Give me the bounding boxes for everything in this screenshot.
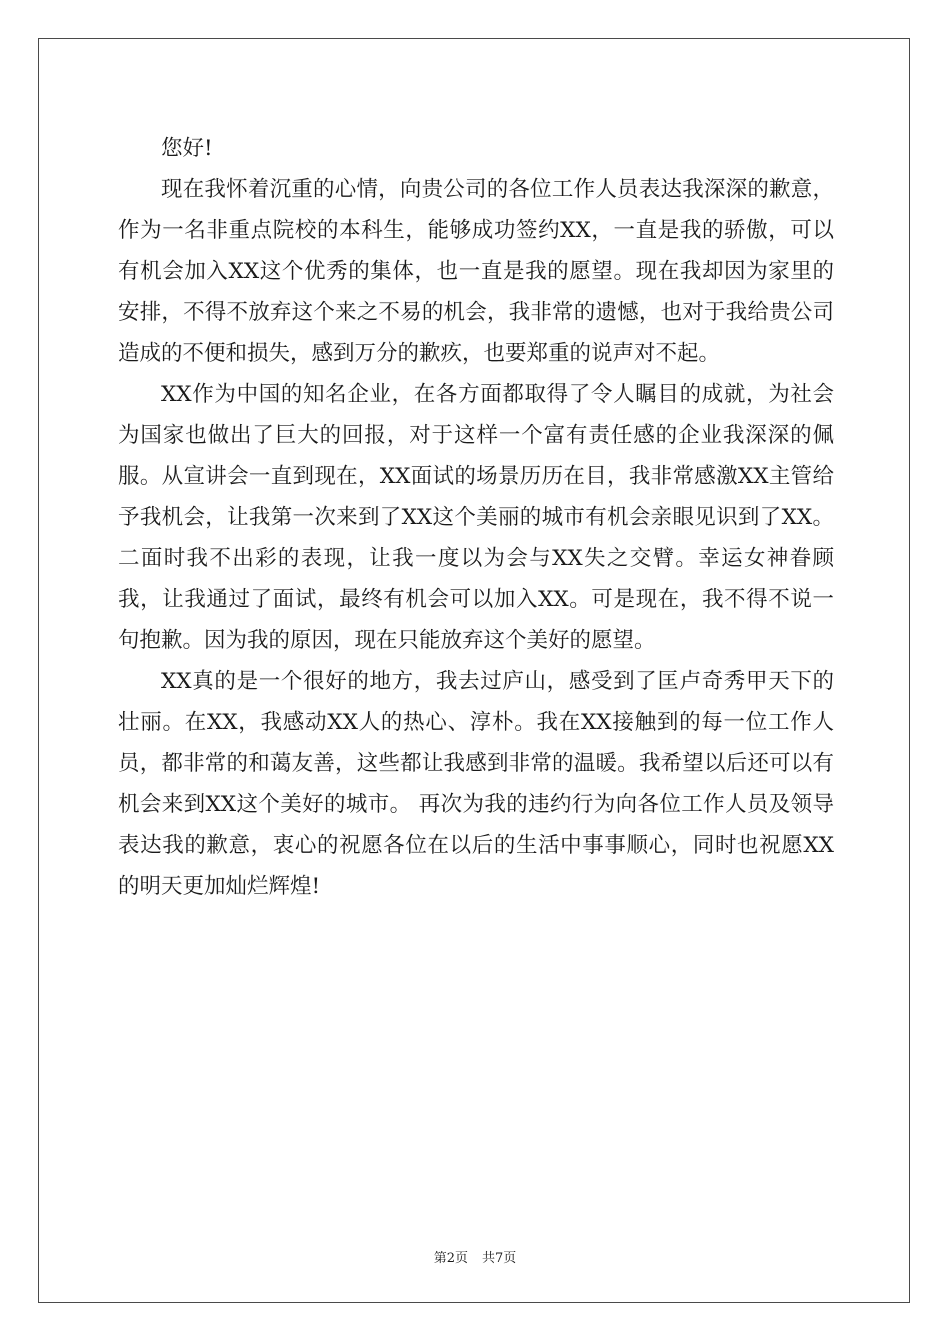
page-footer	[0, 1247, 950, 1266]
page-total: 共7页	[482, 1251, 517, 1266]
letter-body	[118, 128, 834, 907]
paragraph-2: XX作为中国的知名企业，在各方面都取得了令人瞩目的成就，为社会为国家也做出了巨大的回报，对于这样一个富有责任感的企业我深深的佩服。从宣讲会一直到现在，XX面试的场景历历在目，我非常感激XX主管给予我机会，让我第一次来到了XX这个美丽的城市有机会亲眼见识到了XX。二面时我不出彩的表现，让我一度以为会与XX失之交臂。幸运女神眷顾我，让我通过了面试，最终有机会可以加入XX。可是现在，我不得不说一句抱歉。因为我的原因，现在只能放弃这个美好的愿望。	[118, 382, 834, 653]
paragraph-3: XX真的是一个很好的地方，我去过庐山，感受到了匡卢奇秀甲天下的壮丽。在XX，我感动XX人的热心、淳朴。我在XX接触到的每一位工作人员，都非常的和蔼友善，这些都让我感到非常的温暖。我希望以后还可以有机会来到XX这个美好的城市。 再次为我的违约行为向各位工作人员及领导表达我的歉意，衷心的祝愿各位在以后的生活中事事顺心，同时也祝愿XX的明天更加灿烂辉煌!	[118, 669, 834, 899]
greeting: 您好!	[161, 136, 213, 161]
page-number: 第2页	[433, 1251, 468, 1266]
paragraph-1: 现在我怀着沉重的心情，向贵公司的各位工作人员表达我深深的歉意，作为一名非重点院校的本科生，能够成功签约XX，一直是我的骄傲，可以有机会加入XX这个优秀的集体，也一直是我的愿望。现在我却因为家里的安排，不得不放弃这个来之不易的机会，我非常的遗憾，也对于我给贵公司造成的不便和损失，感到万分的歉疚，也要郑重的说声对不起。	[118, 177, 834, 366]
